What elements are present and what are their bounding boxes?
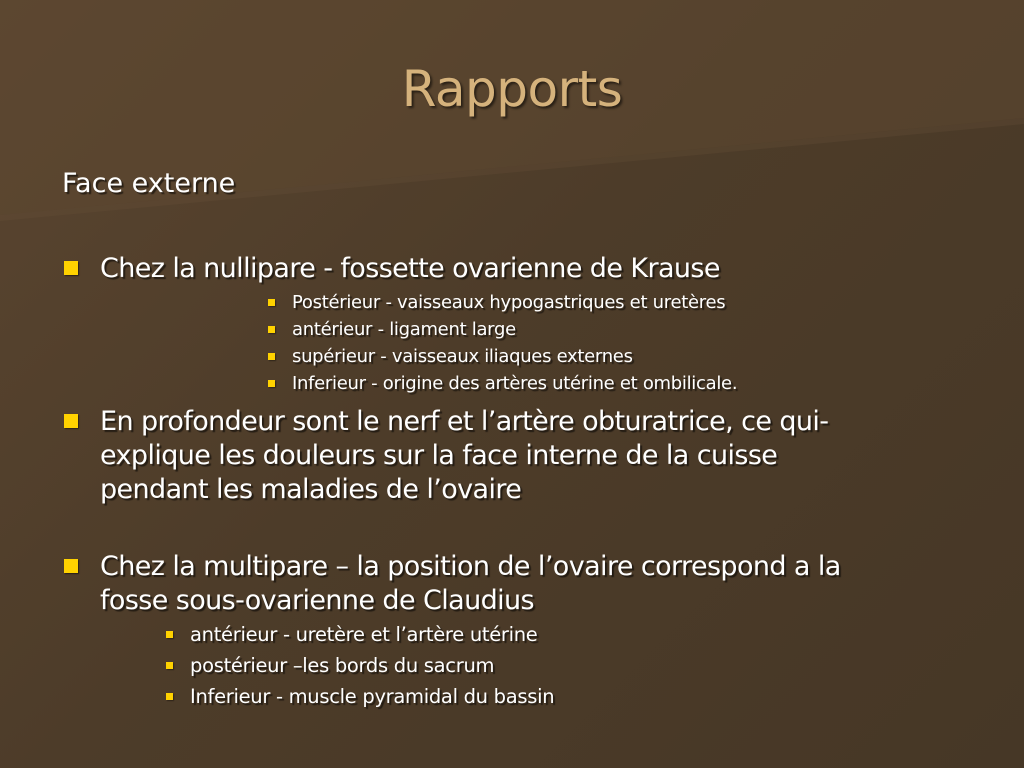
slide-title: Rapports bbox=[401, 60, 623, 118]
sub-bullet-text: Postérieur - vaisseaux hypogastriques et uretères bbox=[292, 292, 726, 313]
sub-bullet-text: Inferieur - muscle pyramidal du bassin bbox=[190, 685, 555, 708]
sub-bullet-item bbox=[190, 650, 494, 681]
bullet-text-line: En profondeur sont le nerf et l’artère obturatrice, ce qui- bbox=[100, 406, 829, 437]
sub-bullet-text: antérieur - ligament large bbox=[292, 319, 516, 340]
bullet-item bbox=[100, 550, 841, 618]
bullet-text-line: Chez la multipare – la position de l’ovaire correspond a la bbox=[100, 551, 841, 582]
bullet-text-line: fosse sous-ovarienne de Claudius bbox=[100, 585, 534, 616]
sub-bullet-text: antérieur - uretère et l’artère utérine bbox=[190, 623, 538, 646]
sub-bullet-item bbox=[292, 370, 737, 397]
subheading: Face externe bbox=[62, 168, 236, 199]
square-bullet-icon bbox=[268, 353, 275, 360]
bullet-item bbox=[100, 252, 720, 286]
sub-bullet-item bbox=[190, 619, 538, 650]
bullet-text-line: explique les douleurs sur la face interne de la cuisse bbox=[100, 440, 778, 471]
square-bullet-icon bbox=[166, 631, 173, 638]
square-bullet-icon bbox=[268, 380, 275, 387]
square-bullet-icon bbox=[64, 414, 78, 428]
square-bullet-icon bbox=[268, 299, 275, 306]
bullet-text: Chez la nullipare - fossette ovarienne de Krause bbox=[100, 253, 720, 284]
sub-bullet-text: Inferieur - origine des artères utérine et ombilicale. bbox=[292, 373, 738, 394]
sub-bullet-item bbox=[292, 289, 725, 316]
sub-bullet-text: postérieur –les bords du sacrum bbox=[190, 654, 495, 677]
sub-bullet-text: supérieur - vaisseaux iliaques externes bbox=[292, 346, 633, 367]
square-bullet-icon bbox=[268, 326, 275, 333]
sub-bullet-item bbox=[190, 681, 554, 712]
bullet-text-line: pendant les maladies de l’ovaire bbox=[100, 474, 522, 505]
bullet-item bbox=[100, 405, 828, 507]
square-bullet-icon bbox=[166, 662, 173, 669]
sub-bullet-item bbox=[292, 316, 516, 343]
square-bullet-icon bbox=[166, 693, 173, 700]
square-bullet-icon bbox=[64, 261, 78, 275]
square-bullet-icon bbox=[64, 559, 78, 573]
sub-bullet-item bbox=[292, 343, 633, 370]
